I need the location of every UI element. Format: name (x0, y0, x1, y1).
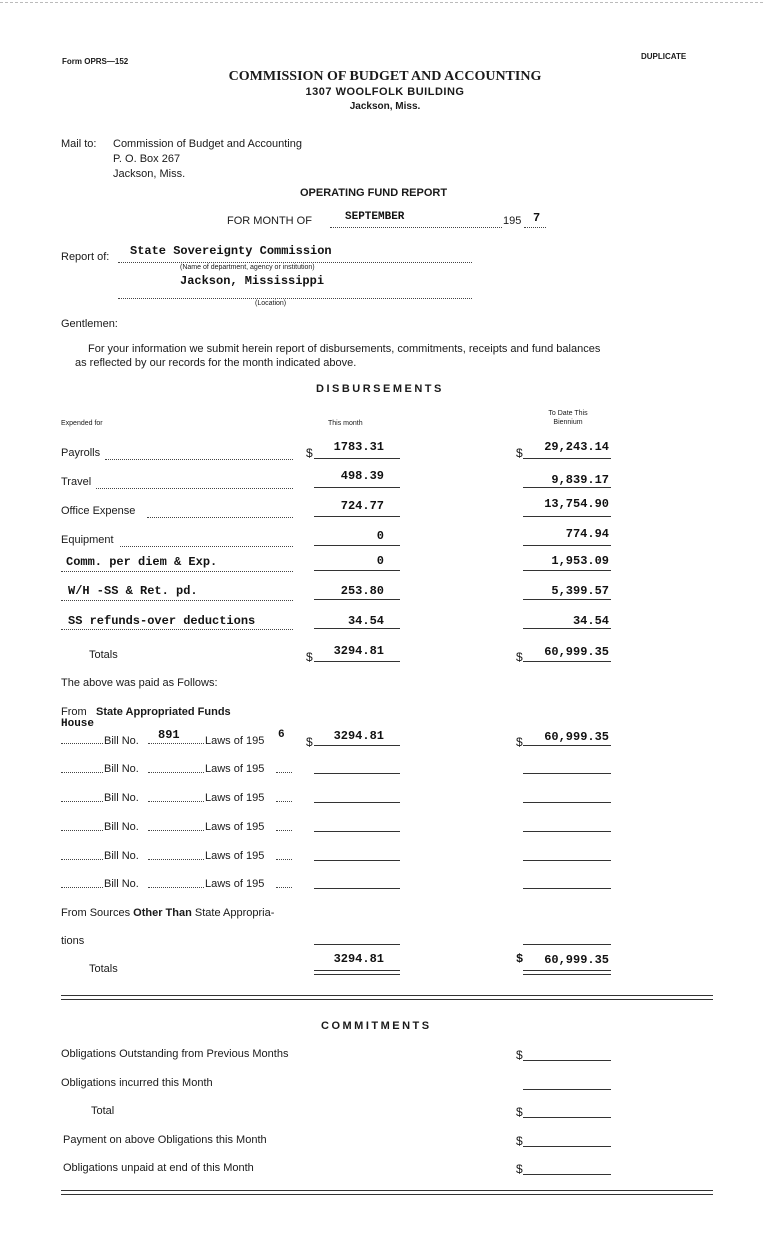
dollar-sign: $ (516, 1048, 523, 1062)
month-line (330, 227, 502, 228)
commitment-label: Payment on above Obligations this Month (63, 1134, 267, 1146)
todate-line (523, 773, 611, 774)
mail-to-line-1: Commission of Budget and Accounting (113, 138, 302, 150)
city-address: Jackson, Miss. (349, 101, 421, 112)
laws-year-line (276, 772, 292, 773)
commitment-line (523, 1117, 611, 1118)
bill-no-line (148, 830, 204, 831)
dollar-sign: $ (306, 735, 313, 749)
month-line (314, 745, 400, 746)
salutation: Gentlemen: (61, 318, 118, 330)
dollar-sign: $ (516, 952, 524, 966)
disbursements-heading: DISBURSEMENTS (316, 383, 444, 395)
dollar-sign: $ (516, 735, 523, 749)
intro-line-1: For your information we submit herein report of disbursements, commitments, receipts and fund balances (88, 343, 601, 355)
location-line (118, 298, 472, 299)
total-month: 3294.81 (333, 644, 384, 658)
dollar-sign: $ (306, 446, 313, 460)
bill-label: Bill No. (104, 792, 139, 804)
year-prefix: 195 (503, 215, 522, 227)
bill-label: Bill No. (104, 821, 139, 833)
expense-label: Comm. per diem & Exp. (66, 555, 218, 569)
commitment-label: Obligations incurred this Month (61, 1077, 213, 1089)
month-amount: 253.80 (340, 584, 384, 598)
col-this-month: This month (328, 420, 363, 427)
todate-amount: 1,953.09 (551, 554, 609, 568)
month-line (314, 458, 400, 459)
total-month-line-2 (314, 974, 400, 975)
month-line (314, 773, 400, 774)
year-suffix: 7 (533, 211, 541, 225)
month-amount: 0 (376, 554, 384, 568)
expense-label: W/H -SS & Ret. pd. (68, 584, 198, 598)
expense-label: SS refunds-over deductions (68, 614, 256, 628)
department-caption: (Name of department, agency or institution) (180, 264, 315, 271)
state-appropriated-funds: State Appropriated Funds (96, 706, 231, 718)
expense-label: Equipment (61, 534, 114, 546)
expense-label: Office Expense (61, 505, 136, 517)
commitment-line (523, 1060, 611, 1061)
todate-line (523, 944, 611, 945)
dollar-sign: $ (516, 1134, 523, 1148)
laws-year-line (276, 887, 292, 888)
label-line (147, 517, 293, 518)
label-line (61, 629, 293, 630)
col-to-date-1: To Date This (548, 410, 588, 417)
totals-label: Totals (89, 963, 118, 975)
bill-no-line (148, 772, 204, 773)
form-number: Form OPRS—152 (62, 57, 129, 66)
month-line (314, 570, 400, 571)
bill-prefix-line (61, 830, 103, 831)
todate-amount: 29,243.14 (544, 440, 609, 454)
label-line (61, 571, 293, 572)
label-line (105, 459, 293, 460)
laws-label: Laws of 195 (205, 850, 265, 862)
todate-amount: 13,754.90 (544, 497, 609, 511)
other-sources-label (61, 907, 274, 919)
bill-prefix-line (61, 887, 103, 888)
commission-title: COMMISSION OF BUDGET AND ACCOUNTING (228, 69, 542, 84)
commitment-label: Obligations Outstanding from Previous Months (61, 1048, 289, 1060)
todate-line (523, 487, 611, 488)
location-caption: (Location) (255, 300, 287, 307)
month-label: FOR MONTH OF (227, 215, 312, 227)
intro-line-2: as reflected by our records for the month indicated above. (75, 357, 357, 369)
laws-label: Laws of 195 (205, 878, 265, 890)
total-todate-line (523, 970, 611, 971)
commitments-heading: COMMITMENTS (321, 1020, 432, 1032)
todate-line (523, 628, 611, 629)
other-sources-suffix: State Appropria- (194, 907, 275, 919)
label-line (61, 600, 293, 601)
todate-line (523, 458, 611, 459)
from-label: From (61, 706, 87, 718)
month-amount: 34.54 (347, 614, 384, 628)
month-line (314, 487, 400, 488)
label-line (120, 546, 293, 547)
paid-as-follows-label: The above was paid as Follows: (61, 677, 218, 689)
other-than-bold: Other Than (133, 907, 192, 919)
commitment-line (523, 1146, 611, 1147)
dollar-sign: $ (516, 1105, 523, 1119)
month-amount: 0 (376, 529, 384, 543)
bill-prefix-line (61, 772, 103, 773)
month-line (314, 944, 400, 945)
todate-amount: 34.54 (572, 614, 609, 628)
laws-year-line (276, 830, 292, 831)
mail-to-line-3: Jackson, Miss. (113, 168, 186, 180)
other-sources-label-cont: tions (61, 935, 85, 947)
dollar-sign: $ (516, 1162, 523, 1176)
bill-prefix-line (61, 859, 103, 860)
mail-to-label: Mail to: (61, 138, 97, 150)
month-line (314, 599, 400, 600)
todate-amount: 5,399.57 (551, 584, 609, 598)
expense-label: Payrolls (61, 447, 101, 459)
month-line (314, 628, 400, 629)
todate-amount: 9,839.17 (551, 473, 609, 487)
month-amount: 1783.31 (333, 440, 384, 454)
col-to-date-2: Biennium (553, 419, 583, 426)
bill-label: Bill No. (104, 850, 139, 862)
dollar-sign: $ (516, 650, 523, 664)
laws-year-line (276, 859, 292, 860)
bill-no-line (148, 801, 204, 802)
laws-label: Laws of 195 (205, 792, 265, 804)
total-month-line (314, 970, 400, 971)
year-line (524, 227, 546, 228)
expense-label: Travel (61, 476, 92, 488)
bill-label: Bill No. (104, 763, 139, 775)
building-address: 1307 WOOLFOLK BUILDING (305, 86, 465, 98)
month-line (314, 802, 400, 803)
todate-line (523, 888, 611, 889)
totals-label: Totals (89, 649, 118, 661)
col-expended-for: Expended for (61, 420, 103, 427)
laws-label: Laws of 195 (205, 821, 265, 833)
bottom-divider (61, 1190, 713, 1195)
bill-no-line (148, 887, 204, 888)
total-todate-line-2 (523, 974, 611, 975)
top-perforation (0, 2, 763, 3)
bill-todate-amount: 60,999.35 (544, 730, 609, 744)
laws-label: Laws of 195 (205, 763, 265, 775)
report-of-label: Report of: (61, 251, 110, 263)
dollar-sign: $ (516, 446, 523, 460)
other-sources-prefix: From Sources (61, 907, 131, 919)
todate-line (523, 860, 611, 861)
total-todate: 60,999.35 (544, 645, 609, 659)
bill-month-amount: 3294.81 (333, 729, 384, 743)
total-month: 3294.81 (333, 952, 384, 966)
label-line (96, 488, 293, 489)
duplicate-label: DUPLICATE (641, 52, 687, 61)
todate-line (523, 570, 611, 571)
bill-number: 891 (158, 728, 180, 742)
month-line (314, 661, 400, 662)
bill-label: Bill No. (104, 735, 139, 747)
dollar-sign: $ (306, 650, 313, 664)
laws-year-line (276, 801, 292, 802)
month-amount: 498.39 (340, 469, 384, 483)
report-title: OPERATING FUND REPORT (300, 187, 448, 199)
todate-line (523, 599, 611, 600)
commitment-line (523, 1174, 611, 1175)
bill-label: Bill No. (104, 878, 139, 890)
todate-line (523, 745, 611, 746)
todate-line (523, 661, 611, 662)
month-line (314, 516, 400, 517)
month-line (314, 831, 400, 832)
month-line (314, 545, 400, 546)
location-value: Jackson, Mississippi (180, 274, 325, 288)
bill-no-line (148, 743, 204, 744)
todate-line (523, 831, 611, 832)
month-line (314, 888, 400, 889)
commitment-line (523, 1089, 611, 1090)
report-of-line (118, 262, 472, 263)
bill-prefix-line (61, 801, 103, 802)
month-value: SEPTEMBER (345, 211, 405, 223)
bill-prefix-line (61, 743, 103, 744)
laws-label: Laws of 195 (205, 735, 265, 747)
todate-amount: 774.94 (565, 527, 609, 541)
commitment-label: Obligations unpaid at end of this Month (63, 1162, 254, 1174)
commitment-label: Total (91, 1105, 115, 1117)
laws-year: 6 (278, 729, 285, 741)
month-line (314, 860, 400, 861)
department-name: State Sovereignty Commission (130, 244, 332, 258)
total-todate: 60,999.35 (544, 953, 609, 967)
mail-to-line-2: P. O. Box 267 (113, 153, 181, 165)
todate-line (523, 545, 611, 546)
bill-no-line (148, 859, 204, 860)
house-label: House (61, 718, 95, 730)
todate-line (523, 516, 611, 517)
todate-line (523, 802, 611, 803)
section-divider (61, 995, 713, 1000)
month-amount: 724.77 (340, 499, 384, 513)
